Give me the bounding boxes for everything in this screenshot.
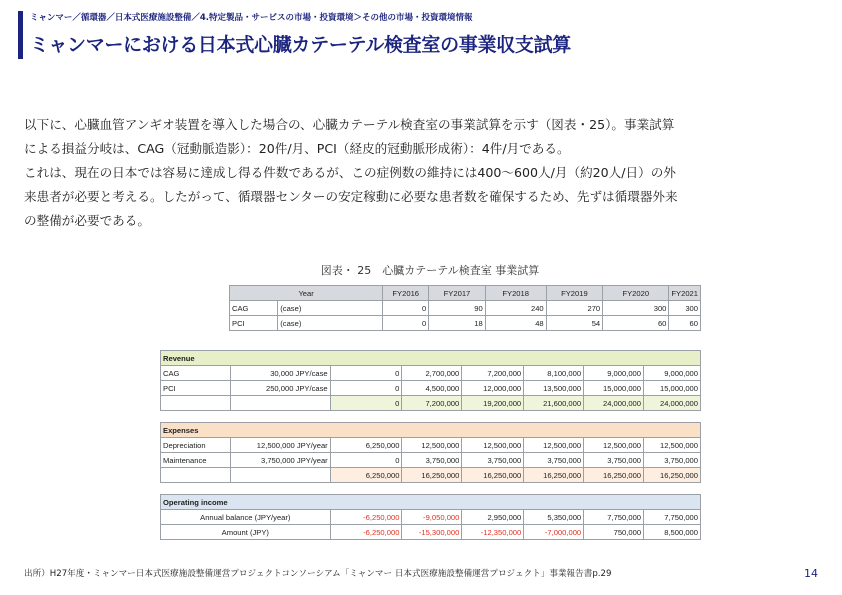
value-cell: 9,000,000 (644, 366, 701, 381)
row-item: PCI (161, 381, 231, 396)
total-cell: 0 (330, 396, 402, 411)
value-cell: 3,750,000 (402, 453, 462, 468)
value-cell: 9,000,000 (584, 366, 644, 381)
row-price: 250,000 JPY/case (230, 381, 330, 396)
total-cell: 16,250,000 (644, 468, 701, 483)
revenue-band (161, 351, 701, 366)
value-cell: 270 (546, 301, 603, 316)
value-cell: 300 (603, 301, 669, 316)
page-title: ミャンマーにおける日本式心臓カテーテル検査室の事業収支試算 (30, 34, 571, 56)
value-cell: 0 (383, 316, 429, 331)
total-cell: 21,600,000 (524, 396, 584, 411)
value-cell: 7,200,000 (462, 366, 524, 381)
operating-income-table (160, 494, 701, 540)
value-cell: -9,050,000 (402, 510, 462, 525)
row-item: Amount (JPY) (161, 525, 331, 540)
table-row (230, 301, 701, 316)
body-line: 来患者が必要と考える。したがって、循環器センターの安定稼動に必要な患者数を確保するため、先ずは循環器外来 (24, 189, 678, 204)
value-cell: 15,000,000 (644, 381, 701, 396)
value-cell: 2,950,000 (462, 510, 524, 525)
row-unit: (case) (278, 316, 383, 331)
table-row (161, 525, 701, 540)
body-paragraph (24, 113, 824, 233)
value-cell: 7,750,000 (584, 510, 644, 525)
value-cell: 3,750,000 (644, 453, 701, 468)
revenue-table (160, 350, 701, 411)
row-item: CAG (161, 366, 231, 381)
row-unit: (case) (278, 301, 383, 316)
row-price: 3,750,000 JPY/year (230, 453, 330, 468)
row-price: 30,000 JPY/case (230, 366, 330, 381)
volume-header-row (230, 286, 701, 301)
value-cell: 0 (383, 301, 429, 316)
value-cell: 90 (429, 301, 486, 316)
value-cell: 4,500,000 (402, 381, 462, 396)
value-cell: 3,750,000 (584, 453, 644, 468)
revenue-total-row (161, 396, 701, 411)
body-line: これは、現在の日本では容易に達成し得る件数であるが、この症例数の維持には400～600人/月（約20人/日）の外 (24, 165, 676, 180)
table-row (161, 381, 701, 396)
total-stub (161, 396, 231, 411)
value-cell: 0 (330, 381, 402, 396)
total-cell: 16,250,000 (402, 468, 462, 483)
row-price: 12,500,000 JPY/year (230, 438, 330, 453)
total-cell: 24,000,000 (644, 396, 701, 411)
table-row (161, 438, 701, 453)
value-cell: -12,350,000 (462, 525, 524, 540)
value-cell: 12,000,000 (462, 381, 524, 396)
table-row (161, 453, 701, 468)
total-stub (161, 468, 231, 483)
total-cell: 24,000,000 (584, 396, 644, 411)
row-item: CAG (230, 301, 278, 316)
value-cell: 5,350,000 (524, 510, 584, 525)
title-accent-bar (18, 11, 23, 59)
operating-income-label: Operating income (161, 495, 701, 510)
value-cell: 8,100,000 (524, 366, 584, 381)
value-cell: 300 (669, 301, 701, 316)
total-cell: 7,200,000 (402, 396, 462, 411)
revenue-label: Revenue (161, 351, 701, 366)
value-cell: -15,300,000 (402, 525, 462, 540)
value-cell: 750,000 (584, 525, 644, 540)
total-cell: 16,250,000 (584, 468, 644, 483)
value-cell: 3,750,000 (524, 453, 584, 468)
value-cell: 12,500,000 (402, 438, 462, 453)
expenses-table (160, 422, 701, 483)
value-cell: 0 (330, 453, 402, 468)
value-cell: 60 (603, 316, 669, 331)
table-row (230, 316, 701, 331)
table-row (161, 510, 701, 525)
value-cell: 12,500,000 (462, 438, 524, 453)
source-note: 出所）H27年度・ミャンマー日本式医療施設整備運営プロジェクトコンソーシアム「ミャンマー 日本式医療施設整備運営プロジェクト」事業報告書p.29 (24, 569, 612, 579)
row-item: Annual balance (JPY/year) (161, 510, 331, 525)
value-cell: 240 (485, 301, 546, 316)
operating-income-band (161, 495, 701, 510)
total-cell: 6,250,000 (330, 468, 402, 483)
value-cell: 12,500,000 (584, 438, 644, 453)
total-cell: 16,250,000 (524, 468, 584, 483)
total-cell: 19,200,000 (462, 396, 524, 411)
expenses-total-row (161, 468, 701, 483)
year-cell: FY2019 (546, 286, 603, 301)
year-cell: FY2020 (603, 286, 669, 301)
value-cell: 48 (485, 316, 546, 331)
value-cell: 0 (330, 366, 402, 381)
value-cell: 8,500,000 (644, 525, 701, 540)
value-cell: 3,750,000 (462, 453, 524, 468)
page-number: 14 (804, 567, 818, 580)
figure-caption: 図表・ 25 心臓カテーテル検査室 事業試算 (320, 264, 540, 277)
row-item: Depreciation (161, 438, 231, 453)
total-spacer (230, 468, 330, 483)
value-cell: -6,250,000 (330, 525, 402, 540)
year-cell: FY2016 (383, 286, 429, 301)
value-cell: -6,250,000 (330, 510, 402, 525)
breadcrumb: ミャンマー／循環器／日本式医療施設整備／4.特定製品・サービスの市場・投資環境＞その他の市場・投資環境情報 (30, 13, 473, 23)
year-cell: FY2018 (485, 286, 546, 301)
year-cell: FY2021 (669, 286, 701, 301)
body-line: による損益分岐は、CAG（冠動脈造影）：20件/月、PCI（経皮的冠動脈形成術）：4件/月である。 (24, 141, 570, 156)
total-cell: 16,250,000 (462, 468, 524, 483)
value-cell: 60 (669, 316, 701, 331)
value-cell: 7,750,000 (644, 510, 701, 525)
volume-table (229, 285, 701, 331)
expenses-label: Expenses (161, 423, 701, 438)
year-header: Year (230, 286, 383, 301)
table-row (161, 366, 701, 381)
value-cell: -7,000,000 (524, 525, 584, 540)
expenses-band (161, 423, 701, 438)
value-cell: 54 (546, 316, 603, 331)
value-cell: 18 (429, 316, 486, 331)
row-item: PCI (230, 316, 278, 331)
year-cell: FY2017 (429, 286, 486, 301)
value-cell: 12,500,000 (644, 438, 701, 453)
value-cell: 6,250,000 (330, 438, 402, 453)
total-spacer (230, 396, 330, 411)
body-line: の整備が必要である。 (24, 213, 150, 228)
value-cell: 12,500,000 (524, 438, 584, 453)
body-line: 以下に、心臓血管アンギオ装置を導入した場合の、心臓カテーテル検査室の事業試算を示す（図表・25）。事業試算 (24, 117, 675, 132)
value-cell: 2,700,000 (402, 366, 462, 381)
value-cell: 13,500,000 (524, 381, 584, 396)
row-item: Maintenance (161, 453, 231, 468)
value-cell: 15,000,000 (584, 381, 644, 396)
